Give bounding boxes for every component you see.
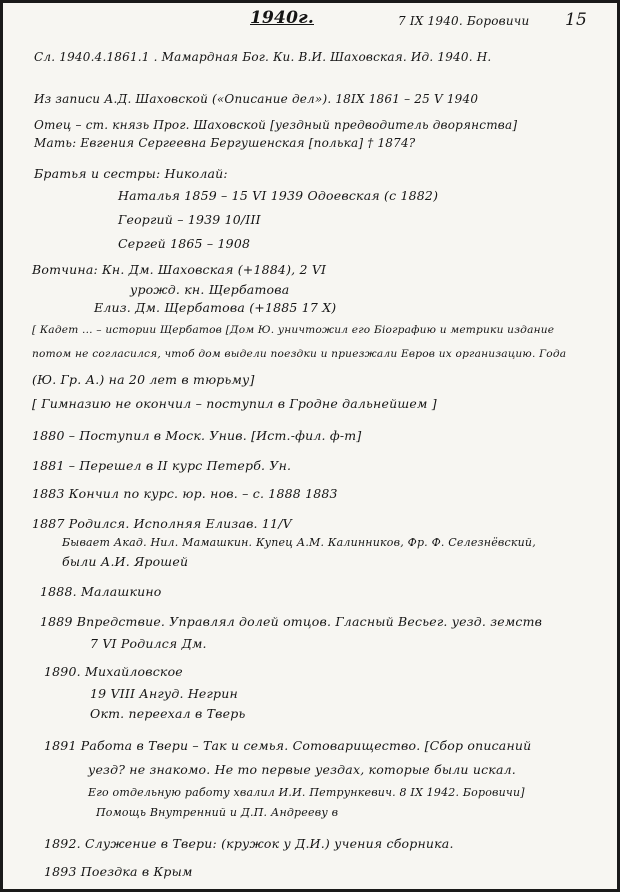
manuscript-line: [ Кадет ... – истории Щербатов [Дом Ю. уничтожил его Біографию и метрики издание (32, 324, 555, 336)
manuscript-line: урожд. кн. Щербатова (130, 282, 290, 297)
manuscript-line: 1881 – Перешел в II курс Петерб. Ун. (32, 458, 292, 473)
manuscript-line: Его отдельную работу хвалил И.И. Петрункевич. 8 IX 1942. Боровичи] (88, 786, 525, 799)
manuscript-line: Наталья 1859 – 15 VI 1939 Одоевская (с 1882) (118, 188, 439, 203)
manuscript-line: 1893 Поездка в Крым (44, 864, 193, 879)
manuscript-line: Георгий – 1939 10/III (118, 212, 261, 227)
manuscript-line: 1880 – Поступил в Моск. Унив. [Ист.-фил. ф-т] (32, 428, 362, 443)
manuscript-line: Отец – ст. князь Прог. Шаховской [уездный предводитель дворянства] (34, 118, 518, 132)
manuscript-line: 1887 Родился. Исполняя Елизав. 11/V (32, 516, 292, 531)
manuscript-line: 1891 Работа в Твери – Так и семья. Сотоварищество. [Сбор описаний (44, 738, 532, 753)
manuscript-line: 1889 Впредствие. Управлял долей отцов. Гласный Весьег. уезд. земств (40, 614, 543, 629)
manuscript-line: уезд? не знакомо. Не то первые уездах, которые были искал. (88, 762, 516, 777)
manuscript-line: 19 VIII Ангуд. Негрин (90, 686, 238, 701)
manuscript-line: Елиз. Дм. Щербатова (+1885 17 Х) (94, 300, 337, 315)
header-year: 1940г. (250, 8, 314, 28)
manuscript-line: Помощь Внутренний и Д.П. Андрееву в (96, 806, 339, 819)
manuscript-line: Мать: Евгения Сергеевна Бергушенская [полька] † 1874? (34, 136, 416, 150)
manuscript-line: Из записи А.Д. Шаховской («Описание дел»). 18IX 1861 – 25 V 1940 (34, 92, 479, 106)
manuscript-line: (Ю. Гр. А.) на 20 лет в тюрьму] (32, 372, 255, 387)
manuscript-line: Сергей 1865 – 1908 (118, 236, 251, 251)
manuscript-line: Окт. переехал в Тверь (90, 706, 246, 721)
page-number: 15 (565, 10, 588, 30)
manuscript-line: 1892. Служение в Твери: (кружок у Д.И.) учения сборника. (44, 836, 454, 851)
manuscript-line: Бывает Акад. Нил. Мамашкин. Купец А.М. Калинников, Фр. Ф. Селезнёвский, (62, 536, 536, 549)
manuscript-line: [ Гимназию не окончил – поступил в Гродне дальнейшем ] (32, 396, 437, 411)
manuscript-line: 7 VI Родился Дм. (90, 636, 207, 651)
manuscript-line: Братья и сестры: Николай: (34, 166, 228, 181)
manuscript-line: 1883 Кончил по курс. юр. нов. – с. 1888 1883 (32, 486, 338, 501)
manuscript-line: Сл. 1940.4.1861.1 . Мамардная Бог. Ки. В.И. Шаховская. Ид. 1940. Н. (34, 50, 492, 64)
header-date-note: 7 IX 1940. Боровичи (398, 14, 530, 28)
manuscript-line: потом не согласился, чтоб дом выдели поездки и приезжали Евров их организацию. Года (32, 348, 567, 360)
manuscript-line: 1888. Малашкино (40, 584, 162, 599)
manuscript-line: были А.И. Ярошей (62, 554, 189, 569)
manuscript-line: 1890. Михайловское (44, 664, 183, 679)
manuscript-line: Вотчина: Кн. Дм. Шаховская (+1884), 2 VI (32, 262, 327, 277)
